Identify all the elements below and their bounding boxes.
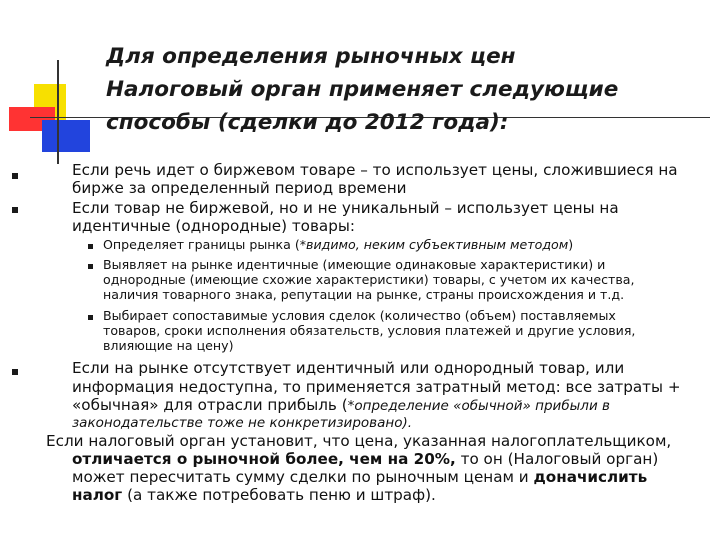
bullet-3-line-3: «обычная» для отрасли прибыль (*определение «обычной» прибыли в [72,396,610,414]
sub-bullet-3-line-3: влияющие на цену) [103,338,234,353]
sub-bullet-1-line-1: Определяет границы рынка (*видимо, неким субъективным методом) [103,237,574,252]
bullet-2-line-1: Если товар не биржевой, но и не уникальный – использует цены на [72,199,619,217]
bullet-1-line-1: Если речь идет о биржевом товаре – то использует цены, сложившиеся на [72,161,678,179]
bullet-marker [12,207,18,213]
bullet-3-line-4: законодательстве тоже не конкретизировано). [72,415,413,431]
title-line-1: Для определения рыночных цен [106,44,516,69]
closing-line-2: отличается о рыночной более, чем на 20%, то он (Налоговый орган) [72,450,659,468]
closing-line-1: Если налоговый орган установит, что цена, указанная налогоплательщиком, [46,432,672,450]
decor-blue-square [42,120,90,152]
bullet-2-line-2: идентичные (однородные) товары: [72,217,355,235]
sub-bullet-2-line-2: однородные (имеющие схожие характеристики) товары, с учетом их качества, [103,272,635,287]
sub-bullet-3-line-1: Выбирает сопоставимые условия сделок (количество (объем) поставляемых [103,308,616,323]
title-line-3: способы (сделки до 2012 года): [106,110,509,135]
bullet-1-line-2: бирже за определенный период времени [72,179,407,197]
sub-bullet-marker [88,315,93,320]
slide-title [106,40,706,139]
bullet-marker [12,369,18,375]
decor-vertical-line [57,60,59,164]
closing-line-3: может пересчитать сумму сделки по рыночным ценам и доначислить [72,468,648,486]
title-line-2: Налоговый орган применяет следующие [106,77,619,102]
sub-bullet-3-line-2: товаров, сроки исполнения обязательств, условия платежей и другие условия, [103,323,636,338]
closing-line-4: налог (а также потребовать пеню и штраф). [72,486,436,504]
sub-bullet-marker [88,244,93,249]
sub-bullet-2-line-1: Выявляет на рынке идентичные (имеющие одинаковые характеристики) и [103,257,606,272]
bullet-3-line-1: Если на рынке отсутствует идентичный или однородный товар, или [72,359,625,377]
bullet-3-line-2: информация недоступна, то применяется затратный метод: все затраты + [72,378,681,396]
sub-bullet-marker [88,264,93,269]
sub-bullet-2-line-3: наличия товарного знака, репутации на рынке, страны происхождения и т.д. [103,287,625,302]
bullet-marker [12,173,18,179]
